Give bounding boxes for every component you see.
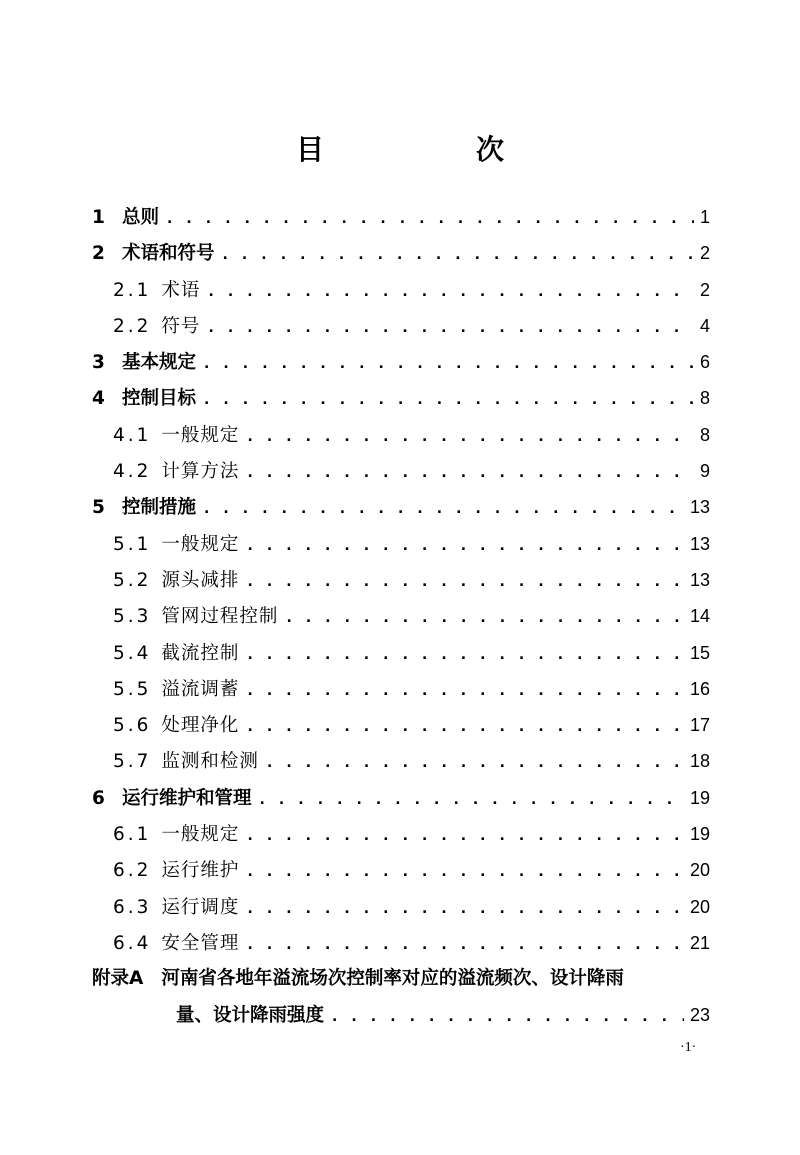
toc-number: 5.4 [113, 642, 152, 664]
dot-leader [223, 237, 694, 273]
toc-label: 计算方法 [161, 461, 240, 483]
toc-entry-4[interactable] [92, 380, 710, 416]
toc-page-number: 21 [689, 932, 710, 953]
toc-label: 溢流调蓄 [161, 678, 240, 700]
toc-number: 1 [92, 207, 105, 228]
toc-entry-3[interactable] [92, 344, 710, 380]
toc-page-number: 1 [699, 207, 710, 227]
dot-leader [247, 891, 684, 927]
toc-page-number: 20 [689, 896, 710, 917]
toc-label: 术语 [161, 279, 201, 301]
toc-label: 基本规定 [122, 352, 197, 374]
toc-entry-2-1[interactable] [92, 272, 710, 308]
toc-page-number: 20 [689, 860, 710, 881]
toc-label: 符号 [161, 315, 201, 337]
toc-number: 5.1 [113, 533, 152, 555]
toc-entry-5-2[interactable] [92, 562, 710, 598]
toc-page-number: 19 [689, 824, 710, 845]
toc-number: 6.4 [113, 932, 152, 954]
toc-label: 一般规定 [161, 824, 240, 846]
toc-page-number: 6 [699, 352, 710, 373]
toc-page-number: 23 [689, 1005, 710, 1025]
toc-label: 术语和符号 [122, 243, 215, 265]
toc-number: 5.2 [113, 569, 152, 591]
toc-label: 源头减排 [161, 569, 240, 591]
toc-label: 控制措施 [122, 497, 197, 519]
toc-entry-6-2[interactable] [92, 852, 710, 888]
toc-entry-2[interactable] [92, 235, 710, 271]
dot-leader [260, 782, 684, 818]
toc-number: 6 [92, 787, 105, 809]
dot-leader [204, 346, 694, 382]
toc-page-number: 8 [699, 388, 710, 409]
toc-label: 截流控制 [161, 642, 240, 664]
dot-leader [247, 854, 684, 890]
toc-label: 总则 [122, 207, 160, 228]
dot-leader [247, 419, 694, 455]
toc-number: 5 [92, 497, 105, 519]
toc-number: 2.1 [113, 279, 152, 301]
toc-label: 管网过程控制 [161, 606, 279, 628]
dot-leader [247, 455, 694, 491]
toc-label: 河南省各地年溢流场次控制率对应的溢流频次、设计降雨 [161, 968, 624, 989]
toc-label: 安全管理 [161, 932, 240, 954]
toc-label-continuation: 量、设计降雨强度 [176, 1005, 325, 1026]
dot-leader [247, 927, 684, 963]
toc-label: 一般规定 [161, 533, 240, 555]
dot-leader [267, 745, 684, 781]
toc-entry-6-3[interactable] [92, 889, 710, 925]
toc-entry-5-6[interactable] [92, 707, 710, 743]
toc-number: 2.2 [113, 315, 152, 337]
dot-leader [247, 709, 684, 745]
dot-leader [247, 564, 684, 600]
toc-entry-4-1[interactable] [92, 417, 710, 453]
toc-page-number: 14 [689, 606, 710, 627]
dot-leader [247, 818, 684, 854]
toc-entry-1[interactable] [92, 199, 710, 235]
dot-leader [167, 201, 694, 237]
toc-label: 运行维护和管理 [122, 787, 252, 809]
toc-entry-6-4[interactable] [92, 925, 710, 961]
toc-entry-5-5[interactable] [92, 671, 710, 707]
toc-label: 处理净化 [161, 715, 240, 737]
toc-page-number: 17 [689, 715, 710, 736]
toc-number: 5.5 [113, 678, 152, 700]
dot-leader [208, 310, 694, 346]
toc-page-number: 13 [689, 569, 710, 590]
dot-leader [247, 528, 684, 564]
toc-number: 5.7 [113, 751, 152, 773]
dot-leader [332, 999, 684, 1035]
toc-page-number: 2 [699, 243, 710, 264]
toc-number: 附录A [92, 968, 144, 989]
toc-label: 运行调度 [161, 896, 240, 918]
toc-label: 监测和检测 [161, 751, 259, 773]
toc-entry-5-1[interactable] [92, 526, 710, 562]
toc-number: 2 [92, 243, 105, 265]
toc-entry-2-2[interactable] [92, 308, 710, 344]
toc-page-number: 4 [699, 315, 710, 336]
toc-page-number: 9 [699, 461, 710, 482]
dot-leader [247, 673, 684, 709]
toc-page-number: 2 [699, 279, 710, 300]
page-folio: ·1· [680, 1040, 697, 1055]
toc-number: 6.2 [113, 860, 152, 882]
toc-number: 6.3 [113, 896, 152, 918]
toc-number: 4.2 [113, 461, 152, 483]
toc-page-number: 8 [699, 424, 710, 445]
toc-entry-6-1[interactable] [92, 816, 710, 852]
toc-label: 控制目标 [122, 388, 197, 410]
toc-entry-5[interactable] [92, 489, 710, 525]
page-title: 目 次 [295, 133, 566, 166]
toc-entry-appendix-a[interactable] [92, 961, 710, 1033]
dot-leader [247, 637, 684, 673]
toc-number: 4.1 [113, 424, 152, 446]
toc-number: 5.3 [113, 606, 152, 628]
toc-entry-5-3[interactable] [92, 598, 710, 634]
toc-number: 3 [92, 352, 105, 374]
toc-number: 6.1 [113, 824, 152, 846]
toc-number: 4 [92, 388, 105, 410]
table-of-contents [92, 199, 710, 961]
toc-entry-4-2[interactable] [92, 453, 710, 489]
toc-entry-6[interactable] [92, 780, 710, 816]
toc-label: 运行维护 [161, 860, 240, 882]
dot-leader [286, 600, 684, 636]
toc-page-number: 19 [689, 787, 710, 808]
toc-number: 5.6 [113, 715, 152, 737]
toc-label: 一般规定 [161, 424, 240, 446]
toc-page-number: 13 [689, 533, 710, 554]
toc-entry-5-4[interactable] [92, 635, 710, 671]
toc-page-number: 18 [689, 751, 710, 772]
toc-entry-5-7[interactable] [92, 743, 710, 779]
toc-page-number: 15 [689, 642, 710, 663]
toc-page-number: 13 [689, 497, 710, 518]
dot-leader [204, 491, 684, 527]
toc-page-number: 16 [689, 678, 710, 699]
dot-leader [204, 382, 694, 418]
dot-leader [208, 274, 694, 310]
